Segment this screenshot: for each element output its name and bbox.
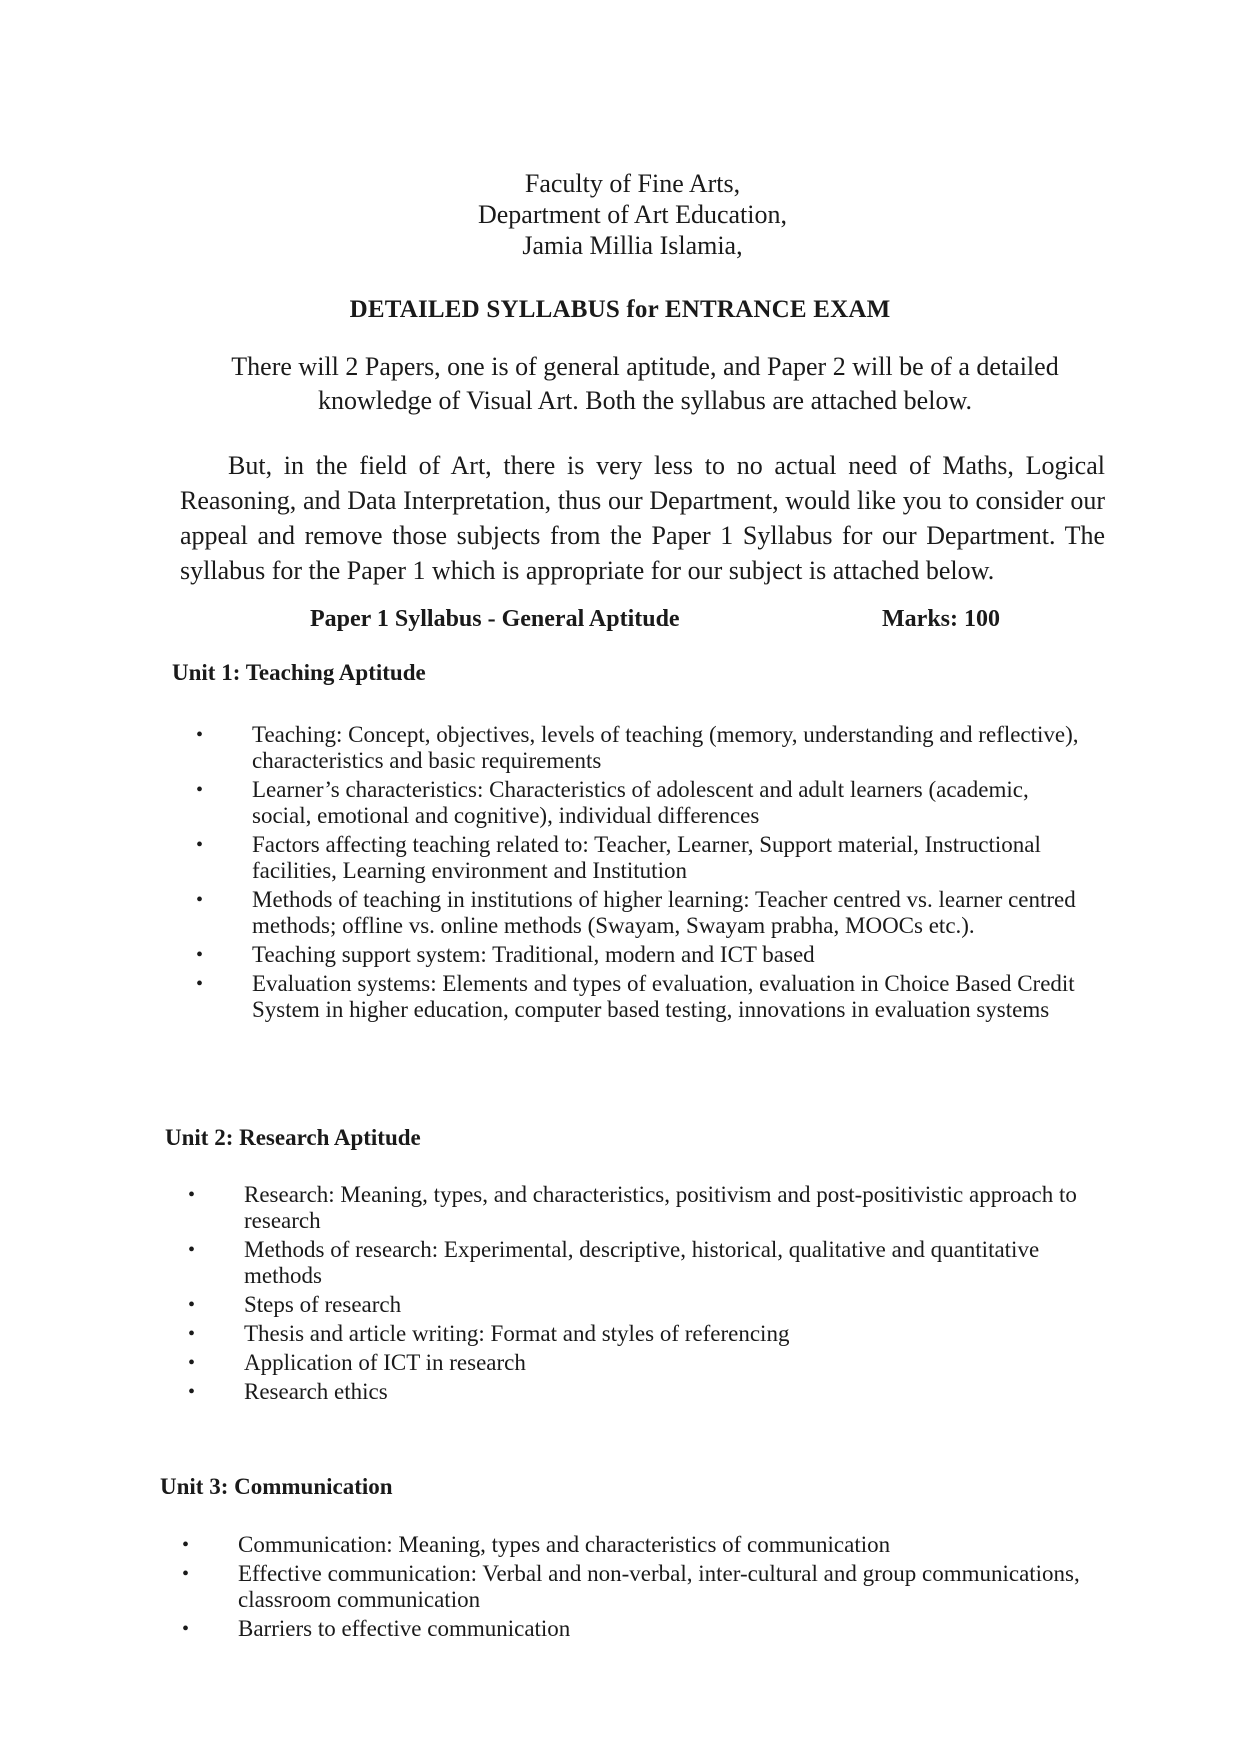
- faculty-line: Faculty of Fine Arts,: [524, 169, 741, 198]
- unit-3-list: [176, 1532, 1091, 1645]
- unit-2-title: Unit 2: Research Aptitude: [165, 1125, 421, 1150]
- bullet-icon: •: [188, 1352, 196, 1374]
- bullet-icon: •: [196, 724, 204, 746]
- bullet-icon: •: [188, 1294, 196, 1316]
- list-item: • Methods of teaching in institutions of higher learning: Teacher centred vs. learner centred methods; offline vs. online methods (Swayam, Swayam prabha, MOOCs etc.).: [196, 887, 1076, 938]
- bullet-icon: •: [182, 1563, 190, 1585]
- bullet-icon: •: [196, 779, 204, 801]
- bullet-icon: •: [188, 1184, 196, 1206]
- unit-1-list: [190, 722, 1090, 1026]
- list-item: • Evaluation systems: Elements and types of evaluation, evaluation in Choice Based Credit System in higher education, computer based testing, innovations in evaluation systems: [196, 971, 1075, 1022]
- bullet-icon: •: [188, 1239, 196, 1261]
- bullet-icon: •: [182, 1534, 190, 1556]
- bullet-icon: •: [188, 1381, 196, 1403]
- bullet-icon: •: [196, 889, 204, 911]
- list-item: • Research ethics: [188, 1379, 388, 1404]
- bullet-icon: •: [182, 1618, 190, 1640]
- list-item: • Research: Meaning, types, and characteristics, positivism and post-positivistic approach to research: [188, 1182, 1077, 1233]
- bullet-icon: •: [188, 1323, 196, 1345]
- list-item: • Teaching support system: Traditional, modern and ICT based: [196, 942, 815, 967]
- university-line: Jamia Millia Islamia,: [522, 231, 743, 260]
- list-item: • Communication: Meaning, types and characteristics of communication: [182, 1532, 891, 1557]
- list-item: • Learner’s characteristics: Characteristics of adolescent and adult learners (academic, social, emotional and cognitive), individual differences: [196, 777, 1029, 828]
- appeal-paragraph: But, in the field of Art, there is very less to no actual need of Maths, Logical Reasoning, and Data Interpretation, thus our Department, would like you to consider our appeal and remove those subjects from the Paper 1 Syllabus for our Department. The syllabus for the Paper 1 which is appropriate for our subject is attached below.: [180, 451, 1105, 585]
- list-item: • Barriers to effective communication: [182, 1616, 571, 1641]
- bullet-icon: •: [196, 944, 204, 966]
- institution-header: [0, 168, 1240, 261]
- intro-paragraph: There will 2 Papers, one is of general aptitude, and Paper 2 will be of a detailed knowledge of Visual Art. Both the syllabus are attached below.: [231, 352, 1059, 415]
- document-title: DETAILED SYLLABUS for ENTRANCE EXAM: [349, 296, 891, 323]
- list-item: • Application of ICT in research: [188, 1350, 526, 1375]
- paper-heading: [310, 606, 1000, 633]
- unit-1-title: Unit 1: Teaching Aptitude: [172, 660, 426, 685]
- list-item: • Steps of research: [188, 1292, 402, 1317]
- bullet-icon: •: [196, 834, 204, 856]
- paper-title: Paper 1 Syllabus - General Aptitude: [310, 606, 680, 632]
- list-item: • Factors affecting teaching related to: Teacher, Learner, Support material, Instructional facilities, Learning environment and Institution: [196, 832, 1041, 883]
- list-item: • Effective communication: Verbal and non-verbal, inter-cultural and group communications, classroom communication: [182, 1561, 1080, 1612]
- list-item: • Teaching: Concept, objectives, levels of teaching (memory, understanding and reflective), characteristics and basic requirements: [196, 722, 1079, 773]
- unit-2-list: [182, 1182, 1097, 1408]
- paper-marks: Marks: 100: [882, 606, 1000, 632]
- list-item: • Thesis and article writing: Format and styles of referencing: [188, 1321, 790, 1346]
- list-item: • Methods of research: Experimental, descriptive, historical, qualitative and quantitative methods: [188, 1237, 1040, 1288]
- unit-3-title: Unit 3: Communication: [160, 1474, 393, 1499]
- department-line: Department of Art Education,: [477, 200, 788, 229]
- bullet-icon: •: [196, 973, 204, 995]
